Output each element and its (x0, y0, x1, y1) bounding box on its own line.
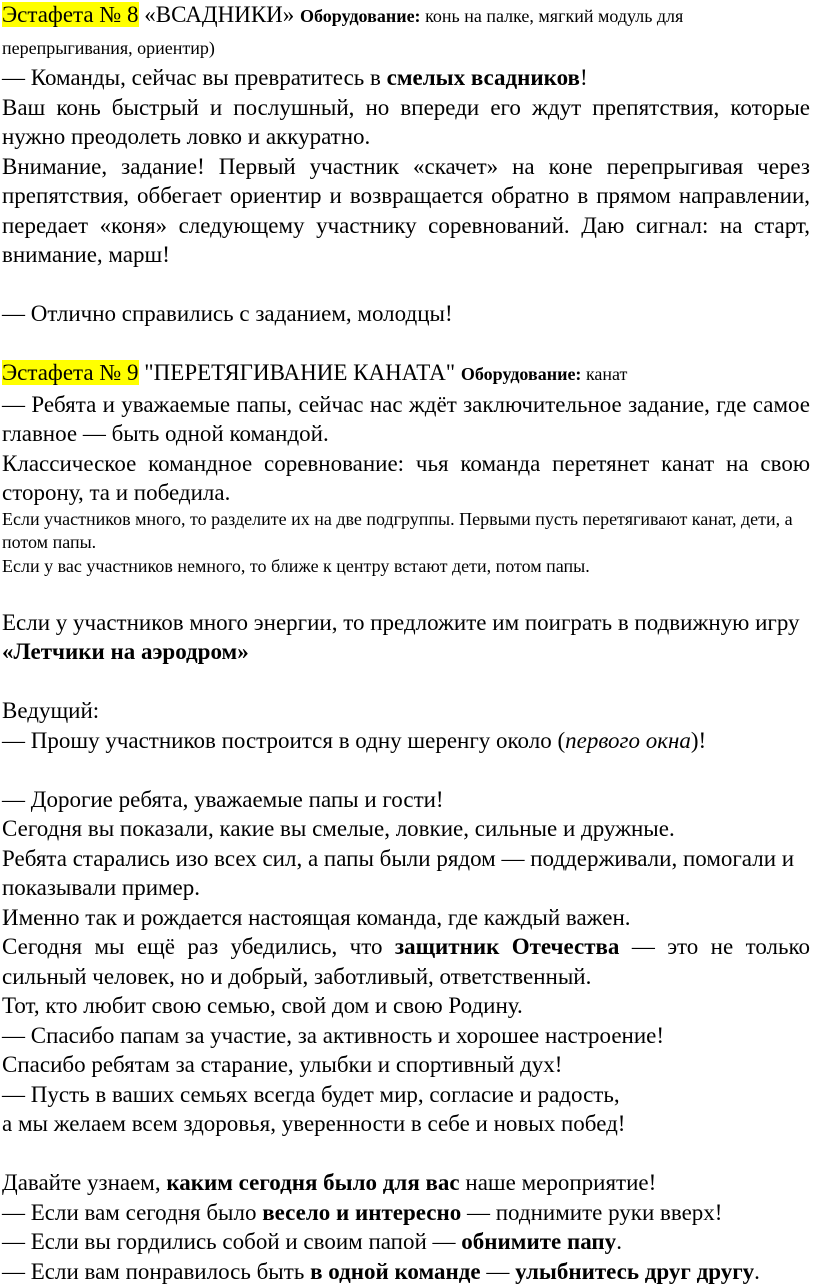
host-line-end: )! (691, 728, 706, 753)
closing-line-7: — Спасибо папам за участие, за активность и хорошее настроение! (2, 1021, 810, 1051)
host-line-text: — Прошу участников построится в одну шеренгу около ( (2, 728, 565, 753)
host-line-italic: первого окна (565, 728, 691, 753)
closing-line-4: Именно так и рождается настоящая команда, где каждый важен. (2, 903, 810, 933)
feedback-response-2 (2, 1227, 810, 1257)
closing-line-3: Ребята старались изо всех сил, а папы были рядом — поддерживали, помогали и показывали пример. (2, 844, 810, 903)
relay9-paragraph-2: Классическое командное соревнование: чья команда перетянет канат на свою сторону, та и победила. (2, 449, 810, 508)
feedback-question (2, 1168, 810, 1198)
feedback-response-3-bold-1: в одной команде (310, 1259, 481, 1284)
relay9-title: "ПЕРЕТЯГИВАНИЕ КАНАТА" (139, 360, 461, 385)
closing-line-10: а мы желаем всем здоровья, уверенности в себе и новых побед! (2, 1109, 810, 1139)
spacer (2, 755, 810, 785)
closing-line-5-end: — это не только сильный человек, но и добрый, заботливый, ответственный. (2, 934, 810, 989)
relay9-label: Эстафета № 9 (2, 360, 139, 385)
relay9-equipment-text: канат (581, 364, 627, 384)
feedback-question-text: Давайте узнаем, (2, 1170, 166, 1195)
feedback-question-bold: каким сегодня было для вас (166, 1170, 459, 1195)
game-suggestion (2, 608, 810, 667)
spacer (2, 667, 810, 697)
closing-line-5 (2, 932, 810, 991)
relay8-paragraph-1: Ваш конь быстрый и послушный, но впереди его ждут препятствия, которые нужно преодолеть ловко и аккуратно. (2, 93, 810, 152)
relay8-title: «ВСАДНИКИ» (139, 2, 301, 27)
feedback-response-2-end: . (616, 1229, 622, 1254)
feedback-response-1 (2, 1198, 810, 1228)
feedback-response-1-bold: весело и интересно (262, 1200, 461, 1225)
feedback-response-1-text: — Если вам сегодня было (2, 1200, 262, 1225)
host-line (2, 726, 810, 756)
relay9-equipment-label: Оборудование: (461, 364, 582, 384)
closing-line-5-bold: защитник Отечества (395, 934, 620, 959)
relay8-equipment-label: Оборудование: (300, 6, 421, 26)
game-title: «Летчики на аэродром» (2, 639, 249, 664)
closing-line-9: — Пусть в ваших семьях всегда будет мир, согласие и радость, (2, 1080, 810, 1110)
feedback-response-3-end: . (754, 1259, 760, 1284)
relay8-intro-bold: смелых всадников (387, 65, 580, 90)
closing-line-1: — Дорогие ребята, уважаемые папы и гости! (2, 785, 810, 815)
feedback-response-1-end: — поднимите руки вверх! (461, 1200, 722, 1225)
feedback-response-3-bold-2: улыбнитесь друг другу (515, 1259, 754, 1284)
closing-line-8: Спасибо ребятам за старание, улыбки и спортивный дух! (2, 1050, 810, 1080)
spacer (2, 270, 810, 300)
closing-line-2: Сегодня вы показали, какие вы смелые, ловкие, сильные и дружные. (2, 814, 810, 844)
spacer (2, 329, 810, 359)
spacer (2, 578, 810, 608)
feedback-response-2-text: — Если вы гордились собой и своим папой — (2, 1229, 461, 1254)
feedback-response-3-text: — Если вам понравилось быть (2, 1259, 310, 1284)
relay8-label: Эстафета № 8 (2, 2, 139, 27)
feedback-response-2-bold: обнимите папу (461, 1229, 616, 1254)
game-text: Если у участников много энергии, то предложите им поиграть в подвижную игру (2, 610, 800, 635)
relay8-praise: — Отлично справились с заданием, молодцы! (2, 299, 810, 329)
closing-line-5-text: Сегодня мы ещё раз убедились, что (2, 934, 395, 959)
relay9-heading (2, 358, 810, 390)
relay8-intro-text: — Команды, сейчас вы превратитесь в (2, 65, 387, 90)
closing-line-6: Тот, кто любит свою семью, свой дом и свою Родину. (2, 991, 810, 1021)
relay8-paragraph-2: Внимание, задание! Первый участник «скачет» на коне перепрыгивая через препятствия, оббегает ориентир и возвращается обратно в прямом направлении, передает «коня» следующему участнику соревнований. Даю сигнал: на старт, внимание, марш! (2, 152, 810, 270)
host-label: Ведущий: (2, 696, 810, 726)
relay9-note-1: Если участников много, то разделите их на две подгруппы. Первыми пусть перетягивают канат, дети, а потом папы. (2, 508, 810, 555)
relay8-intro-end: ! (580, 65, 588, 90)
relay8-intro (2, 63, 810, 93)
spacer (2, 1139, 810, 1169)
feedback-question-end: наше мероприятие! (460, 1170, 657, 1195)
relay8-equipment-text: конь на палке, мягкий модуль для перепрыгивания, ориентир) (2, 6, 683, 58)
feedback-response-3 (2, 1257, 810, 1286)
relay9-paragraph-1: — Ребята и уважаемые папы, сейчас нас ждёт заключительное задание, где самое главное — быть одной командой. (2, 390, 810, 449)
relay9-note-2: Если у вас участников немного, то ближе к центру встают дети, потом папы. (2, 555, 810, 579)
relay8-heading (2, 0, 810, 63)
feedback-response-3-dash: — (481, 1259, 516, 1284)
